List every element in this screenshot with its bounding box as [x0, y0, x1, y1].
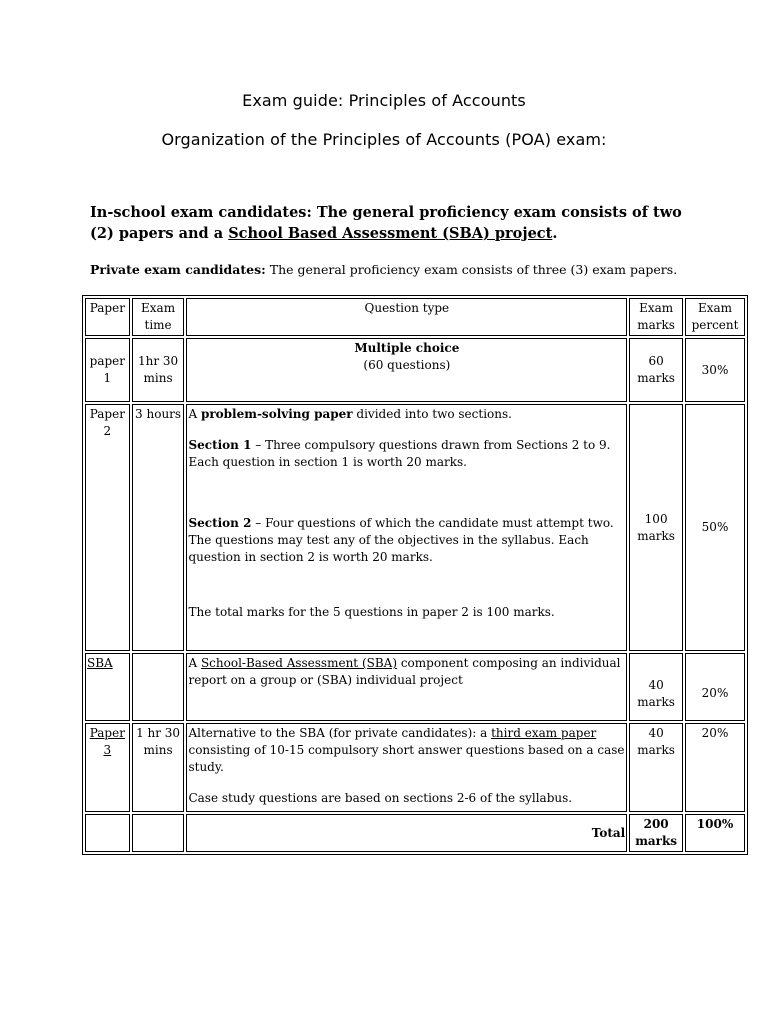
table-header-row: [85, 298, 745, 336]
paper3-name[interactable]: [85, 723, 130, 812]
sba-rest: component composing an individual report on a group or (SBA) individual project: [188, 656, 621, 687]
third-exam-paper-link[interactable]: third exam paper: [491, 726, 597, 740]
sba-project-link[interactable]: School Based Assessment (SBA) project: [228, 225, 553, 242]
sba-link[interactable]: SBA: [87, 656, 113, 670]
paper3-rest: consisting of 10-15 compulsory short answer questions based on a case study.: [188, 743, 625, 774]
private-text: The general proficiency exam consists of three (3) exam papers.: [265, 262, 678, 277]
section2-text: – Four questions of which the candidate must attempt two. The questions may test any of the objectives in the syllabus. Each question in section 2 is worth 20 marks.: [188, 516, 614, 564]
exam-table: [82, 295, 748, 855]
header-paper: Paper: [85, 298, 130, 336]
section2-label: Section 2: [188, 516, 252, 530]
section1-text: – Three compulsory questions drawn from Sections 2 to 9. Each question in section 1 is worth 20 marks.: [188, 438, 611, 469]
section1-label: Section 1: [188, 438, 252, 452]
total-empty-1: [85, 814, 130, 852]
paper1-marks: 60 marks: [629, 338, 683, 402]
private-label: Private exam candidates:: [90, 262, 266, 277]
sba-a: A: [188, 656, 201, 670]
paper2-a: A: [188, 407, 201, 421]
page-subtitle: Organization of the Principles of Accounts (POA) exam:: [161, 130, 607, 149]
paper1-time: 1hr 30 mins: [132, 338, 185, 402]
sba-type: [186, 653, 627, 721]
table-row: [85, 338, 745, 402]
paper1-name: paper 1: [85, 338, 130, 402]
paper2-time: 3 hours: [132, 404, 185, 651]
paper1-percent: 30%: [685, 338, 745, 402]
paper1-type-title: Multiple choice: [354, 341, 460, 355]
sba-type-link[interactable]: School-Based Assessment (SBA): [200, 656, 398, 670]
sba-name[interactable]: [85, 653, 130, 721]
paper2-type: [186, 404, 627, 651]
total-label: Total: [186, 814, 627, 852]
paper3-pre: Alternative to the SBA (for private candidates): a: [188, 726, 492, 740]
paper3-time: 1 hr 30 mins: [132, 723, 185, 812]
header-percent: Exam percent: [685, 298, 745, 336]
page-title: Exam guide: Principles of Accounts: [242, 91, 526, 110]
paper3-percent: 20%: [685, 723, 745, 812]
inschool-paragraph: [90, 202, 690, 244]
paper2-name: Paper 2: [85, 404, 130, 651]
paper2-percent: 50%: [685, 404, 745, 651]
paper3-type: [186, 723, 627, 812]
inschool-suffix: .: [552, 225, 558, 242]
total-marks: 200 marks: [629, 814, 683, 852]
inschool-text: In-school exam candidates: The general proficiency exam consists of two (2) papers and a: [90, 204, 682, 242]
paper2-marks: 100 marks: [629, 404, 683, 651]
paper1-type-sub: (60 questions): [363, 358, 451, 372]
sba-marks: 40 marks: [629, 653, 683, 721]
table-total-row: [85, 814, 745, 852]
total-empty-2: [132, 814, 185, 852]
header-marks: Exam marks: [629, 298, 683, 336]
paper3-link[interactable]: Paper 3: [89, 726, 125, 757]
sba-time: [132, 653, 185, 721]
total-percent: 100%: [685, 814, 745, 852]
paper2-total-note: The total marks for the 5 questions in paper 2 is 100 marks.: [188, 605, 555, 619]
header-time: Exam time: [132, 298, 185, 336]
paper2-bold: problem-solving paper: [200, 407, 353, 421]
paper1-type: [186, 338, 627, 402]
sba-percent: 20%: [685, 653, 745, 721]
paper3-marks: 40 marks: [629, 723, 683, 812]
table-row: [85, 653, 745, 721]
header-type: Question type: [186, 298, 627, 336]
table-row: [85, 404, 745, 651]
paper2-rest: divided into two sections.: [352, 407, 512, 421]
private-paragraph: [90, 259, 690, 280]
table-row: [85, 723, 745, 812]
paper3-note: Case study questions are based on sections 2-6 of the syllabus.: [188, 791, 573, 805]
